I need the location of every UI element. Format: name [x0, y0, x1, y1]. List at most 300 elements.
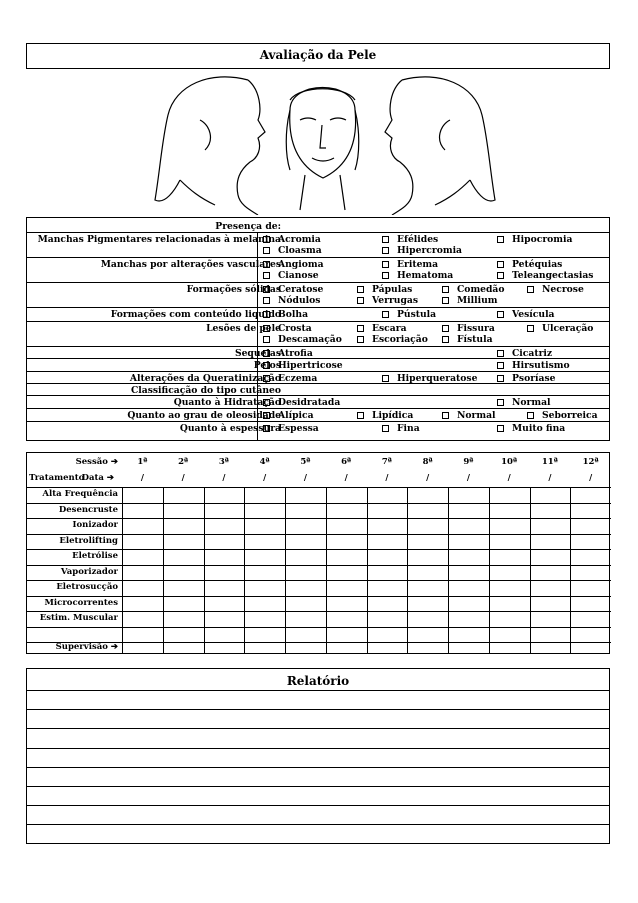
checkbox[interactable] [497, 350, 504, 357]
checkbox[interactable] [357, 297, 364, 304]
skin-option[interactable] [263, 234, 321, 245]
checkbox[interactable] [263, 261, 270, 268]
skin-option[interactable] [263, 410, 314, 421]
session-cell[interactable] [122, 518, 163, 534]
report-line[interactable] [27, 709, 609, 710]
session-cell[interactable] [122, 642, 163, 653]
session-cell[interactable] [244, 627, 285, 643]
session-cell[interactable] [244, 534, 285, 550]
option-label: Teleangectasias [512, 270, 594, 281]
session-cell[interactable] [204, 503, 245, 519]
option-label: Lipídica [372, 410, 414, 421]
session-cell[interactable] [326, 487, 367, 503]
checkbox[interactable] [357, 286, 364, 293]
session-cell[interactable] [489, 565, 530, 581]
session-cell[interactable] [285, 503, 326, 519]
checkbox[interactable] [497, 236, 504, 243]
date-slash: / [263, 473, 267, 483]
session-cell[interactable] [285, 580, 326, 596]
date-slash: / [344, 473, 348, 483]
option-label: Eritema [397, 259, 439, 270]
skin-option[interactable] [527, 323, 593, 334]
checkbox[interactable] [263, 236, 270, 243]
skin-option[interactable] [442, 334, 493, 345]
session-cell[interactable] [122, 611, 163, 627]
skin-option[interactable] [357, 284, 412, 295]
session-cell[interactable] [448, 611, 489, 627]
session-cell[interactable] [122, 596, 163, 612]
checkbox[interactable] [497, 425, 504, 432]
session-cell[interactable] [326, 580, 367, 596]
session-cell[interactable] [448, 518, 489, 534]
option-label: Psoríase [512, 373, 556, 384]
session-cell[interactable] [489, 549, 530, 565]
session-cell[interactable] [570, 565, 611, 581]
option-label: Efélides [397, 234, 439, 245]
checkbox[interactable] [263, 375, 270, 382]
skin-option[interactable] [263, 270, 319, 281]
checkbox[interactable] [382, 247, 389, 254]
report-title: Relatório [286, 674, 350, 688]
row-divider [27, 611, 122, 612]
option-label: Necrose [542, 284, 584, 295]
skin-option[interactable] [263, 259, 324, 270]
skin-option[interactable] [357, 334, 428, 345]
row-divider [27, 596, 122, 597]
row-divider [27, 580, 122, 581]
session-cell[interactable] [530, 487, 571, 503]
skin-option[interactable] [497, 259, 562, 270]
session-cell[interactable] [326, 627, 367, 643]
treatment-label: Ionizador [72, 520, 118, 530]
session-cell[interactable] [367, 487, 408, 503]
option-label: Normal [457, 410, 496, 421]
session-cell[interactable] [407, 503, 448, 519]
session-cell[interactable] [570, 534, 611, 550]
session-cell[interactable] [448, 596, 489, 612]
skin-option[interactable] [263, 309, 308, 320]
checkbox[interactable] [497, 362, 504, 369]
session-cell[interactable] [163, 549, 204, 565]
row-divider [27, 518, 122, 519]
report-line[interactable] [27, 728, 609, 729]
session-cell[interactable] [122, 565, 163, 581]
checkbox[interactable] [263, 412, 270, 419]
session-cell[interactable] [407, 549, 448, 565]
checkbox[interactable] [382, 236, 389, 243]
skin-option[interactable] [382, 309, 436, 320]
session-number: 1ª [137, 457, 148, 467]
session-cell[interactable] [326, 596, 367, 612]
session-cell[interactable] [204, 580, 245, 596]
skin-option[interactable] [382, 259, 438, 270]
face-front [286, 88, 359, 211]
session-cell[interactable] [244, 580, 285, 596]
row-divider [27, 282, 609, 283]
skin-option[interactable] [263, 323, 312, 334]
skin-option[interactable] [382, 423, 420, 434]
skin-row-label: Lesões de pele [206, 323, 281, 334]
checkbox[interactable] [263, 311, 270, 318]
session-cell[interactable] [570, 627, 611, 643]
checkbox[interactable] [263, 336, 270, 343]
session-cell[interactable] [448, 642, 489, 653]
skin-option[interactable] [263, 423, 319, 434]
checkbox[interactable] [382, 311, 389, 318]
checkbox[interactable] [497, 399, 504, 406]
session-cell[interactable] [367, 642, 408, 653]
skin-presence-table [26, 217, 610, 441]
report-line[interactable] [27, 805, 609, 806]
session-cell[interactable] [285, 518, 326, 534]
checkbox[interactable] [357, 412, 364, 419]
session-cell[interactable] [448, 487, 489, 503]
skin-option[interactable] [357, 295, 418, 306]
session-cell[interactable] [489, 611, 530, 627]
checkbox[interactable] [263, 286, 270, 293]
row-divider [27, 627, 122, 628]
session-cell[interactable] [530, 611, 571, 627]
session-cell[interactable] [122, 503, 163, 519]
session-cell[interactable] [204, 487, 245, 503]
session-cell[interactable] [570, 549, 611, 565]
checkbox[interactable] [263, 425, 270, 432]
session-cell[interactable] [326, 642, 367, 653]
skin-option[interactable] [357, 323, 407, 334]
skin-row-label: Formações com conteúdo liquido [110, 309, 281, 320]
option-label: Escara [372, 323, 407, 334]
skin-option[interactable] [263, 284, 323, 295]
treatment-label: Alta Frequência [42, 489, 118, 499]
skin-option[interactable] [442, 410, 496, 421]
treatment-label: Microcorrentes [44, 597, 118, 608]
session-cell[interactable] [244, 565, 285, 581]
session-cell[interactable] [163, 518, 204, 534]
session-cell[interactable] [448, 565, 489, 581]
session-cell[interactable] [326, 611, 367, 627]
report-line[interactable] [27, 786, 609, 787]
row-divider [27, 642, 122, 643]
session-cell[interactable] [285, 565, 326, 581]
option-label: Cianose [278, 270, 319, 281]
session-cell[interactable] [163, 565, 204, 581]
row-divider [27, 421, 609, 422]
checkbox[interactable] [527, 325, 534, 332]
skin-row-label: Classificação do tipo cutâneo [130, 385, 281, 396]
checkbox[interactable] [442, 297, 449, 304]
row-divider [27, 549, 122, 550]
checkbox[interactable] [497, 311, 504, 318]
checkbox[interactable] [382, 261, 389, 268]
session-cell[interactable] [244, 503, 285, 519]
skin-option[interactable] [527, 284, 584, 295]
report-line[interactable] [27, 824, 609, 825]
session-cell[interactable] [244, 642, 285, 653]
session-cell[interactable] [530, 534, 571, 550]
session-cell[interactable] [326, 518, 367, 534]
session-cell[interactable] [204, 596, 245, 612]
option-label: Angioma [278, 259, 324, 270]
date-slash: / [548, 473, 552, 483]
skin-row-label: Alterações da Queratinização [129, 373, 281, 384]
checkbox[interactable] [442, 286, 449, 293]
skin-option[interactable] [263, 360, 343, 371]
session-cell[interactable] [204, 627, 245, 643]
checkbox[interactable] [357, 336, 364, 343]
session-cell[interactable] [122, 549, 163, 565]
session-cell[interactable] [407, 642, 448, 653]
checkbox[interactable] [263, 362, 270, 369]
option-label: Seborreica [542, 410, 598, 421]
session-cell[interactable] [367, 627, 408, 643]
skin-option[interactable] [263, 397, 340, 408]
checkbox[interactable] [263, 399, 270, 406]
session-cell[interactable] [367, 503, 408, 519]
checkbox[interactable] [382, 272, 389, 279]
session-cell[interactable] [244, 611, 285, 627]
session-cell[interactable] [122, 534, 163, 550]
option-label: Fina [397, 423, 420, 434]
checkbox[interactable] [382, 425, 389, 432]
session-cell[interactable] [122, 487, 163, 503]
checkbox[interactable] [263, 325, 270, 332]
session-cell[interactable] [530, 596, 571, 612]
session-cell[interactable] [204, 565, 245, 581]
session-cell[interactable] [285, 487, 326, 503]
session-cell[interactable] [407, 534, 448, 550]
session-cell[interactable] [367, 518, 408, 534]
session-cell[interactable] [326, 503, 367, 519]
session-cell[interactable] [163, 503, 204, 519]
session-cell[interactable] [244, 487, 285, 503]
skin-option[interactable] [527, 410, 598, 421]
session-cell[interactable] [448, 503, 489, 519]
session-cell[interactable] [163, 627, 204, 643]
session-cell[interactable] [489, 503, 530, 519]
skin-option[interactable] [497, 397, 551, 408]
session-cell[interactable] [489, 487, 530, 503]
checkbox[interactable] [357, 325, 364, 332]
session-cell[interactable] [204, 642, 245, 653]
session-cell[interactable] [570, 487, 611, 503]
report-line[interactable] [27, 748, 609, 749]
skin-row-label: Pelos [253, 360, 281, 371]
session-cell[interactable] [367, 596, 408, 612]
checkbox[interactable] [497, 272, 504, 279]
session-cell[interactable] [204, 518, 245, 534]
session-cell[interactable] [244, 518, 285, 534]
checkbox[interactable] [497, 261, 504, 268]
session-cell[interactable] [570, 642, 611, 653]
checkbox[interactable] [263, 297, 270, 304]
skin-option[interactable] [497, 360, 570, 371]
option-label: Descamação [278, 334, 342, 345]
session-cell[interactable] [204, 549, 245, 565]
treatment-label: Eletrólise [72, 551, 118, 561]
session-cell[interactable] [530, 642, 571, 653]
checkbox[interactable] [263, 350, 270, 357]
session-number: 2ª [178, 457, 189, 467]
skin-row-label: Quanto à espessura [179, 423, 281, 434]
session-number: 6ª [341, 457, 352, 467]
date-label: Data ➔ [81, 473, 114, 483]
session-cell[interactable] [122, 627, 163, 643]
session-cell[interactable] [407, 580, 448, 596]
session-cell[interactable] [530, 627, 571, 643]
checkbox[interactable] [497, 375, 504, 382]
session-cell[interactable] [326, 549, 367, 565]
session-cell[interactable] [489, 596, 530, 612]
session-cell[interactable] [570, 596, 611, 612]
session-cell[interactable] [163, 580, 204, 596]
session-cell[interactable] [326, 565, 367, 581]
option-label: Atrofia [278, 348, 313, 359]
session-cell[interactable] [407, 596, 448, 612]
skin-option[interactable] [382, 270, 453, 281]
skin-option[interactable] [497, 270, 593, 281]
row-divider [27, 534, 122, 535]
treatment-label: Eletrolifting [59, 535, 118, 546]
skin-row-label: Manchas por alterações vasculares [100, 259, 281, 270]
option-label: Cicatriz [512, 348, 553, 359]
skin-option[interactable] [263, 295, 320, 306]
option-label: Espessa [278, 423, 319, 434]
row-divider [27, 408, 609, 409]
session-cell[interactable] [489, 580, 530, 596]
session-cell[interactable] [570, 580, 611, 596]
session-cell[interactable] [530, 518, 571, 534]
skin-option[interactable] [382, 245, 462, 256]
row-divider [27, 503, 122, 504]
option-label: Hiperqueratose [397, 373, 478, 384]
checkbox[interactable] [527, 412, 534, 419]
skin-option[interactable] [497, 234, 572, 245]
session-cell[interactable] [163, 487, 204, 503]
session-number: 8ª [422, 457, 433, 467]
session-cell[interactable] [570, 518, 611, 534]
checkbox[interactable] [442, 336, 449, 343]
session-cell[interactable] [407, 518, 448, 534]
session-cell[interactable] [285, 642, 326, 653]
session-cell[interactable] [407, 611, 448, 627]
sessions-table [26, 452, 610, 654]
session-cell[interactable] [489, 627, 530, 643]
date-slash: / [140, 473, 144, 483]
skin-option[interactable] [442, 284, 505, 295]
option-label: Hipercromia [397, 245, 463, 256]
session-cell[interactable] [285, 596, 326, 612]
session-cell[interactable] [285, 534, 326, 550]
session-cell[interactable] [163, 642, 204, 653]
session-cell[interactable] [367, 549, 408, 565]
checkbox[interactable] [263, 272, 270, 279]
session-cell[interactable] [530, 549, 571, 565]
session-cell[interactable] [285, 549, 326, 565]
session-number: 11ª [541, 457, 558, 467]
date-slash: / [385, 473, 389, 483]
option-label: Escoriação [372, 334, 428, 345]
option-label: Desidratada [278, 397, 341, 408]
skin-option[interactable] [497, 309, 555, 320]
skin-option[interactable] [497, 423, 565, 434]
session-cell[interactable] [204, 611, 245, 627]
session-number: 5ª [300, 457, 311, 467]
session-cell[interactable] [326, 534, 367, 550]
skin-option[interactable] [382, 234, 438, 245]
skin-option[interactable] [263, 245, 322, 256]
skin-option[interactable] [357, 410, 413, 421]
session-cell[interactable] [489, 642, 530, 653]
session-cell[interactable] [285, 611, 326, 627]
session-number: 9ª [463, 457, 474, 467]
session-cell[interactable] [163, 596, 204, 612]
skin-row-label: Quanto à Hidratação [173, 397, 281, 408]
session-cell[interactable] [530, 580, 571, 596]
session-cell[interactable] [448, 627, 489, 643]
checkbox[interactable] [442, 325, 449, 332]
skin-option[interactable] [263, 334, 342, 345]
option-label: Fístula [457, 334, 493, 345]
option-label: Fissura [457, 323, 495, 334]
session-cell[interactable] [407, 627, 448, 643]
session-cell[interactable] [244, 596, 285, 612]
session-cell[interactable] [530, 503, 571, 519]
row-divider [27, 346, 609, 347]
row-divider [27, 232, 609, 233]
session-cell[interactable] [448, 580, 489, 596]
checkbox[interactable] [382, 375, 389, 382]
session-cell[interactable] [570, 611, 611, 627]
session-cell[interactable] [489, 518, 530, 534]
option-label: Nódulos [278, 295, 321, 306]
session-cell[interactable] [244, 549, 285, 565]
option-label: Millium [457, 295, 498, 306]
row-divider [27, 257, 609, 258]
session-number: 4ª [259, 457, 270, 467]
session-cell[interactable] [285, 627, 326, 643]
session-cell[interactable] [122, 580, 163, 596]
row-divider [27, 383, 609, 384]
session-cell[interactable] [407, 487, 448, 503]
report-line[interactable] [27, 690, 609, 691]
skin-row-label: Sequelas [234, 348, 281, 359]
checkbox[interactable] [527, 286, 534, 293]
session-cell[interactable] [530, 565, 571, 581]
session-cell[interactable] [163, 611, 204, 627]
session-cell[interactable] [367, 534, 408, 550]
session-cell[interactable] [163, 534, 204, 550]
session-cell[interactable] [407, 565, 448, 581]
checkbox[interactable] [263, 247, 270, 254]
report-line[interactable] [27, 767, 609, 768]
option-label: Crosta [278, 323, 312, 334]
option-label: Hirsutismo [512, 360, 570, 371]
session-cell[interactable] [448, 549, 489, 565]
session-cell[interactable] [367, 611, 408, 627]
session-cell[interactable] [367, 580, 408, 596]
option-label: Cloasma [278, 245, 322, 256]
session-cell[interactable] [367, 565, 408, 581]
session-cell[interactable] [204, 534, 245, 550]
skin-option[interactable] [442, 295, 498, 306]
session-cell[interactable] [570, 503, 611, 519]
skin-option[interactable] [442, 323, 495, 334]
session-cell[interactable] [448, 534, 489, 550]
session-cell[interactable] [489, 534, 530, 550]
checkbox[interactable] [442, 412, 449, 419]
option-label: Petéquias [512, 259, 563, 270]
option-label: Acromia [278, 234, 321, 245]
